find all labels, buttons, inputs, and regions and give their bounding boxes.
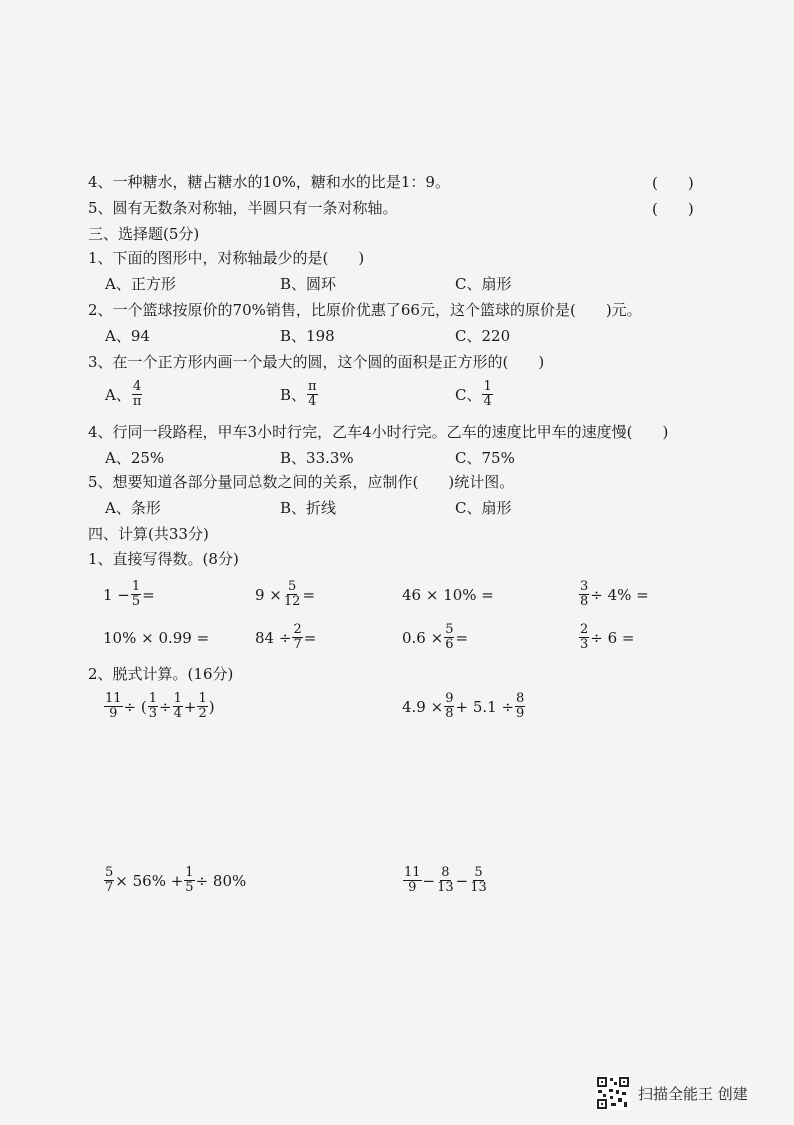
- fraction: $\frac{5}{6}$: [445, 622, 454, 652]
- step-calc-3: $\frac{5}{7}$ × 56% + $\frac{1}{5}$ ÷ 80%: [105, 865, 247, 895]
- direct-calc-7: 0.6 × $\frac{5}{6}$ =: [402, 622, 469, 652]
- fraction: $\frac{1}{4}$: [173, 691, 182, 721]
- fraction: $\frac{\pi}{4}$: [308, 379, 317, 409]
- fraction: $\frac{3}{8}$: [580, 579, 589, 609]
- fraction: $\frac{5}{12}$: [283, 579, 301, 609]
- s3-q4-option-a: A、25%: [105, 449, 165, 467]
- direct-calc-4: $\frac{3}{8}$ ÷ 4% =: [580, 579, 649, 609]
- tf-q4-answer-paren: ( ): [652, 174, 694, 192]
- tf-q5-answer-paren: ( ): [652, 200, 694, 218]
- s3-q1-option-c: C、扇形: [455, 275, 512, 293]
- scanner-watermark: [596, 1076, 748, 1110]
- tf-q5: 5、圆有无数条对称轴，半圆只有一条对称轴。: [88, 199, 398, 217]
- fraction: $\frac{11}{9}$: [105, 691, 122, 721]
- direct-calc-1: 1 − $\frac{1}{5}$ =: [103, 579, 155, 609]
- fraction: $\frac{1}{4}$: [483, 379, 492, 409]
- fraction: $\frac{1}{3}$: [148, 691, 158, 721]
- s3-q5-option-c: C、扇形: [455, 499, 512, 517]
- fraction: $\frac{5}{7}$: [105, 865, 114, 895]
- s3-q4: 4、行同一段路程，甲车3小时行完，乙车4小时行完。乙车的速度比甲车的速度慢( ): [88, 423, 669, 441]
- s3-q4-option-b: B、33.3%: [280, 449, 354, 467]
- s3-q5-option-b: B、折线: [280, 499, 337, 517]
- section4-title: 四、计算(共33分): [88, 525, 209, 543]
- qr-code-icon: [596, 1076, 630, 1110]
- fraction: $\frac{1}{5}$: [131, 579, 141, 609]
- direct-calc-6: 84 ÷ $\frac{2}{7}$ =: [255, 622, 317, 652]
- tf-q4: 4、一种糖水，糖占糖水的10%，糖和水的比是1：9。: [88, 173, 450, 191]
- s3-q2: 2、一个篮球按原价的70%销售，比原价优惠了66元，这个篮球的原价是( )元。: [88, 301, 642, 319]
- s3-q1-option-a: A、正方形: [105, 275, 176, 293]
- fraction: $\frac{4}{\pi}$: [132, 379, 142, 409]
- option-label: A、: [105, 386, 131, 404]
- fraction: $\frac{11}{9}$: [404, 865, 421, 895]
- option-label: B、: [280, 386, 307, 404]
- s3-q2-option-c: C、220: [455, 327, 511, 345]
- s3-q3-option-b: [280, 380, 319, 409]
- fraction: $\frac{1}{2}$: [198, 691, 207, 721]
- fraction: $\frac{8}{13}$: [437, 865, 454, 895]
- fraction: $\frac{9}{8}$: [445, 691, 454, 721]
- s3-q5-option-a: A、条形: [105, 499, 161, 517]
- direct-calc-2: 9 × $\frac{5}{12}$ =: [255, 579, 316, 609]
- fraction: $\frac{2}{7}$: [293, 622, 302, 652]
- s3-q1: 1、下面的图形中，对称轴最少的是( ): [88, 249, 365, 267]
- s3-q2-option-b: B、198: [280, 327, 335, 345]
- s3-q4-option-c: C、75%: [455, 449, 515, 467]
- step-calc-1: $\frac{11}{9}$ ÷ ( $\frac{1}{3}$ ÷ $\frac{1}{4}$ + $\frac{1}{2}$ ): [105, 691, 215, 721]
- s4-part1-title: 1、直接写得数。(8分): [88, 550, 239, 568]
- s3-q2-option-a: A、94: [105, 327, 150, 345]
- direct-calc-3: 46 × 10% =: [402, 586, 494, 604]
- fraction: $\frac{1}{5}$: [185, 865, 194, 895]
- s3-q5: 5、想要知道各部分量同总数之间的关系，应制作( )统计图。: [88, 473, 515, 491]
- step-calc-4: $\frac{11}{9}$ − $\frac{8}{13}$ − $\frac{5}{13}$: [404, 865, 487, 895]
- fraction: $\frac{5}{13}$: [470, 865, 487, 895]
- fraction: $\frac{8}{9}$: [516, 691, 525, 721]
- step-calc-2: 4.9 × $\frac{9}{8}$ + 5.1 ÷ $\frac{8}{9}$: [402, 691, 525, 721]
- s3-q3-option-a: [105, 380, 143, 409]
- watermark-text: 扫描全能王 创建: [638, 1084, 748, 1103]
- s4-part2-title: 2、脱式计算。(16分): [88, 665, 234, 683]
- direct-calc-8: $\frac{2}{3}$ ÷ 6 =: [580, 622, 635, 652]
- s3-q1-option-b: B、圆环: [280, 275, 337, 293]
- s3-q3: 3、在一个正方形内画一个最大的圆，这个圆的面积是正方形的( ): [88, 353, 545, 371]
- s3-q3-option-c: [455, 380, 494, 409]
- section3-title: 三、选择题(5分): [88, 225, 200, 243]
- option-label: C、: [455, 386, 482, 404]
- fraction: $\frac{2}{3}$: [580, 622, 589, 652]
- direct-calc-5: 10% × 0.99 =: [103, 629, 210, 647]
